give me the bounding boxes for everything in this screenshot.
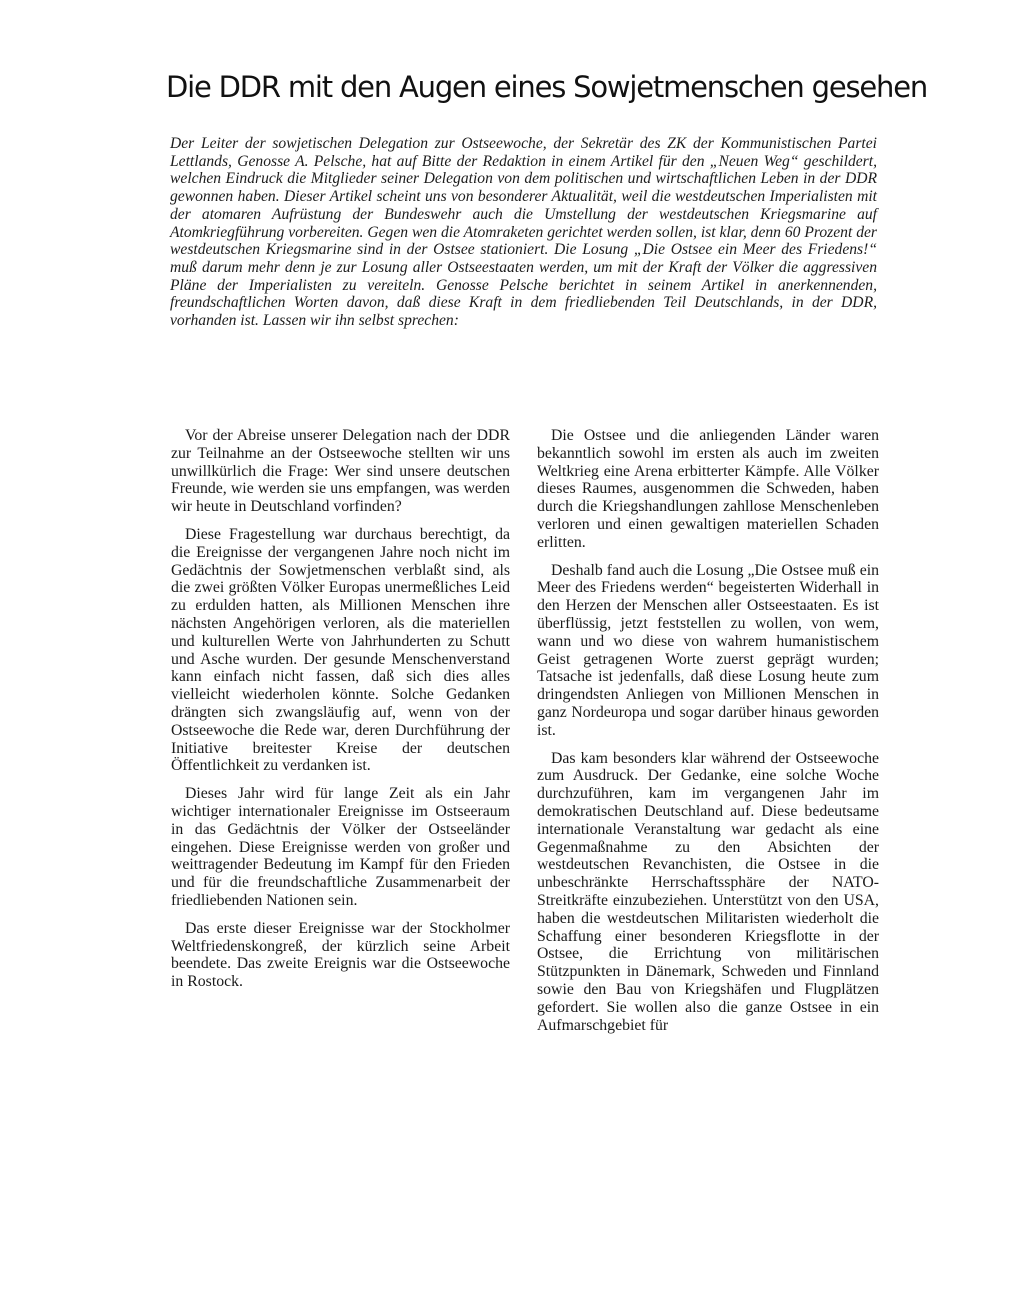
paragraph: Das erste dieser Ereignisse war der Stockholmer Weltfriedenskongreß, der kürzlich seine Arbeit beendete. Das zweite Ereignis war die Ostseewoche in Rostock. [171,919,510,991]
paragraph: Diese Fragestellung war durchaus berechtigt, da die Ereignisse der vergangenen Jahre noch nicht im Gedächtnis der Sowjetmenschen verblaßt sind, als die zwei größten Völker Europas unermeßliches Leid zu erdulden hatten, als Millionen Menschen ihre nächsten Angehörigen verloren, als die materiellen und kulturellen Werte von Jahrhunderten zu Schutt und Asche wurden. Der gesunde Menschenverstand kann einfach nicht fassen, daß sich dies alles vielleicht wiederholen könnte. Solche Gedanken drängten sich zwangsläufig auf, wenn von der Ostseewoche die Rede war, deren Durchführung der Initiative breitester Kreise der deutschen Öffentlichkeit zu verdanken ist. [171,525,510,775]
article-intro: Der Leiter der sowjetischen Delegation zur Ostseewoche, der Sekretär des ZK der Kommunistischen Partei Lettlands, Genosse A. Pelsche, hat auf Bitte der Redaktion in einem Artikel für den „Neuen Weg“ geschildert, welchen Eindruck die Mitglieder seiner Delegation von dem politischen und wirtschaftlichen Leben in der DDR gewonnen haben. Dieser Artikel scheint uns von besonderer Aktualität, weil die westdeutschen Imperialisten mit der atomaren Aufrüstung der Bundeswehr auch die Umstellung der westdeutschen Kriegsmarine auf Atomkriegführung vorbereiten. Gegen wen die Atomraketen gerichtet werden sollen, ist klar, denn 60 Prozent der westdeutschen Kriegsmarine sind in der Ostsee stationiert. Die Losung „Die Ostsee ein Meer des Friedens!“ muß darum mehr denn je zur Losung aller Ostseestaaten werden, um mit der Kraft der Völker die aggressiven Pläne der Imperialisten zu vereiteln. Genosse Pelsche berichtet in seinem Artikel in anerkennenden, freundschaftlichen Worten davon, daß diese Kraft in dem friedliebenden Teil Deutschlands, in der DDR, vorhanden ist. Lassen wir ihn selbst sprechen: [170,135,877,330]
paragraph: Deshalb fand auch die Losung „Die Ostsee muß ein Meer des Friedens werden“ begeisterten Widerhall in den Herzen der Menschen aller Ostseestaaten. Es ist überflüssig, jetzt feststellen zu wollen, von wem, wann und wo diese von wahrem humanistischem Geist getragenen Worte zuerst geprägt wurden; Tatsache ist jedenfalls, daß diese Losung heute zum dringendsten Anliegen von Millionen Menschen in ganz Nordeuropa und sogar darüber hinaus geworden ist. [537,561,879,739]
paragraph: Vor der Abreise unserer Delegation nach der DDR zur Teilnahme an der Ostseewoche stellten wir uns unwillkürlich die Frage: Wer sind unsere deutschen Freunde, wie werden sie uns empfangen, was werden wir heute in Deutschland vorfinden? [171,427,510,516]
right-column [537,427,879,1044]
paragraph: Das kam besonders klar während der Ostseewoche zum Ausdruck. Der Gedanke, eine solche Woche durchzuführen, kam im vergangenen Jahr im demokratischen Deutschland auf. Diese bedeutsame internationale Veranstaltung war gedacht als eine Gegenmaßnahme zu den Absichten der westdeutschen Revanchisten, die Ostsee in die unbeschränkte Herrschaftssphäre der NATO-Streitkräfte einzubeziehen. Unterstützt von den USA, haben die westdeutschen Militaristen wiederholt die Schaffung einer besonderen Kriegsflotte in der Ostsee, die Errichtung von militärischen Stützpunkten in Dänemark, Schweden und Finnland sowie den Bau von Kriegshäfen und Flugplätzen gefordert. Sie wollen also die ganze Ostsee in ein Aufmarschgebiet für [537,749,879,1034]
paragraph: Dieses Jahr wird für lange Zeit als ein Jahr wichtiger internationaler Ereignisse im Ostseeraum in das Gedächtnis der Völker der Ostseeländer eingehen. Diese Ereignisse werden von großer und weittragender Bedeutung im Kampf für den Frieden und für die freundschaftliche Zusammenarbeit der friedliebenden Nationen sein. [171,785,510,909]
paragraph: Die Ostsee und die anliegenden Länder waren bekanntlich sowohl im ersten als auch im zweiten Weltkrieg eine Arena erbitterter Kämpfe. Alle Völker dieses Raumes, ausgenommen die Schweden, haben durch die Kriegshandlungen zahllose Menschenleben verloren und einen gewaltigen materiellen Schaden erlitten. [537,427,879,551]
article-title: Die DDR mit den Augen eines Sowjetmenschen gesehen [166,70,928,104]
left-column [171,427,510,1001]
